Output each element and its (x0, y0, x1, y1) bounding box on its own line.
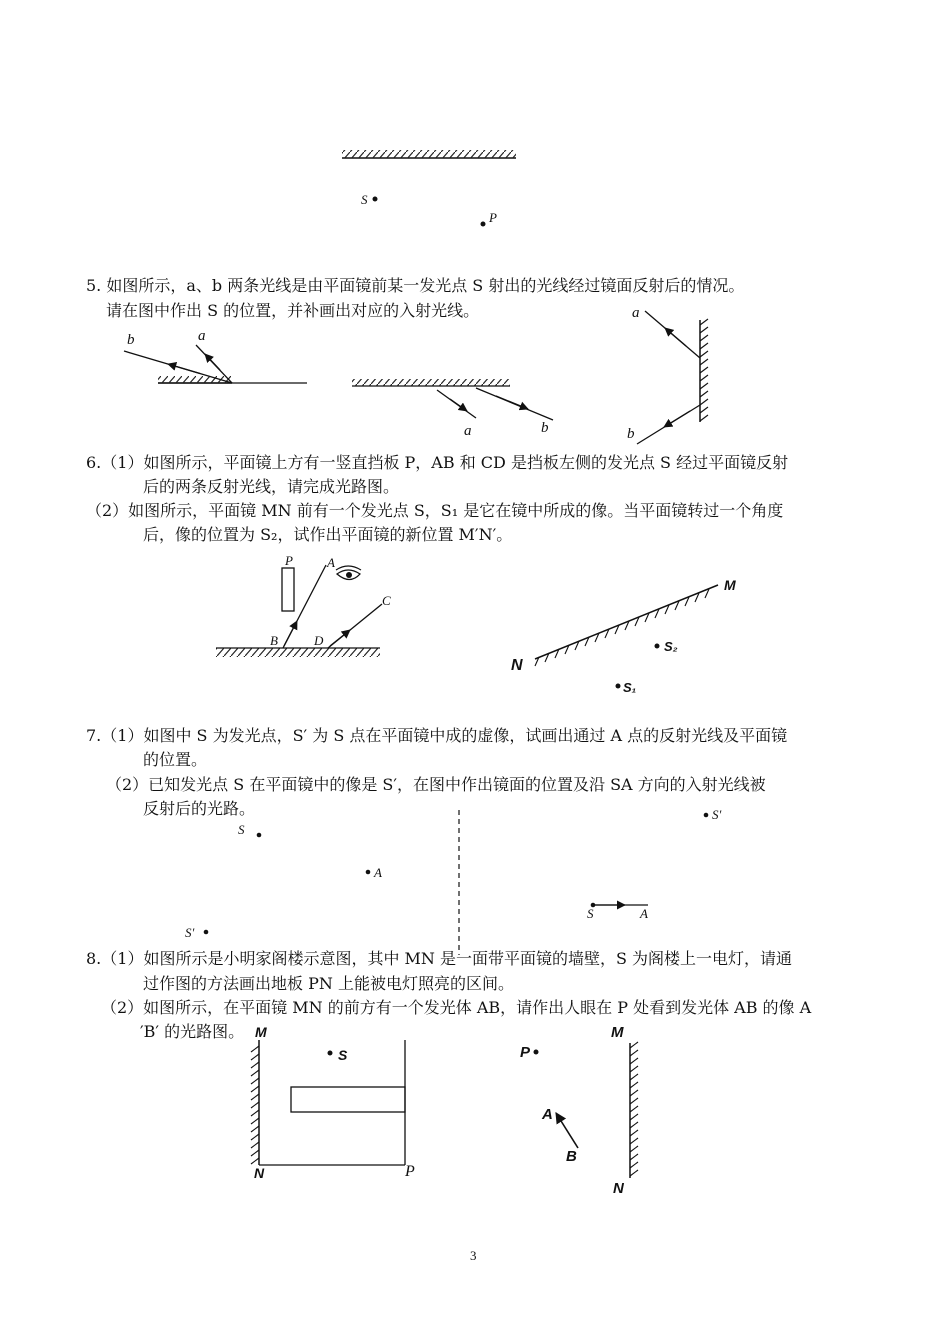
q5-fig3-label-b: b (627, 426, 635, 442)
q7-fig2-label-sprime: S′ (712, 807, 722, 822)
q8-fig1-label-m: M (255, 1024, 267, 1040)
q6-text-line3: （2）如图所示，平面镜 MN 前有一个发光点 S，S₁ 是它在镜中所成的像。当平面镜转过一个角度 (86, 501, 784, 520)
q5-text-line1: 5. 如图所示，a、b 两条光线是由平面镜前某一发光点 S 射出的光线经过镜面反射后的情况。 (86, 276, 745, 295)
q6-fig1-label-a: A (327, 555, 335, 570)
q4-mirror (342, 150, 516, 158)
q6-fig1-label-p: P (285, 553, 293, 568)
q6-fig1-mirror (216, 648, 380, 657)
q5-fig2-mirror (352, 379, 510, 386)
q8-fig1-label-s: S (338, 1047, 348, 1063)
q6-fig1-ray-cd-arrow (330, 630, 350, 646)
q6-fig1-barrier-p (282, 568, 294, 611)
q8-fig2-mirror (630, 1042, 638, 1178)
q7-fig1-point-s (257, 833, 262, 838)
q5-fig2-ray-b-arrow (496, 396, 528, 409)
q5-fig2-ray-a-arrow (450, 399, 467, 411)
q8-fig1-wall-mirror (251, 1040, 259, 1165)
q8-fig2-label-n: N (613, 1180, 624, 1197)
q8-fig2-eye-p (534, 1050, 539, 1055)
q7-fig1-point-sprime (204, 930, 209, 935)
q4-label-p: P (489, 210, 497, 225)
q6-fig2-label-s2: S₂ (664, 639, 678, 654)
q6-text-line4: 后，像的位置为 S₂，试作出平面镜的新位置 M′N′。 (143, 525, 513, 544)
q8-text-line4: ′B′ 的光路图。 (140, 1022, 245, 1041)
q5-fig3-label-a: a (632, 305, 640, 321)
q8-fig1-lamp-s (328, 1051, 333, 1056)
q6-fig2-mirror (535, 585, 718, 666)
q8-fig2-label-p: P (520, 1044, 531, 1061)
q6-fig2-label-n: N (511, 657, 523, 674)
q8-text-line1: 8.（1）如图所示是小明家阁楼示意图，其中 MN 是一面带平面镜的墙壁，S 为阁楼上一电灯，请通 (86, 949, 793, 968)
q6-fig1-label-d: D (314, 633, 324, 648)
q7-text-line2: 的位置。 (143, 750, 208, 769)
q4-label-s: S (361, 192, 368, 207)
q8-text-line3: （2）如图所示，在平面镜 MN 的前方有一个发光体 AB，请作出人眼在 P 处看到发光体 AB 的像 A (101, 998, 812, 1017)
q7-text-line4: 反射后的光路。 (143, 799, 256, 818)
q6-fig2-label-s1: S₁ (623, 680, 637, 695)
q8-text-line2: 过作图的方法画出地板 PN 上能被电灯照亮的区间。 (143, 974, 514, 993)
q6-text-line2: 后的两条反射光线，请完成光路图。 (143, 477, 400, 496)
q6-text-line1: 6.（1）如图所示，平面镜上方有一竖直挡板 P，AB 和 CD 是挡板左侧的发光点 S 经过平面镜反射 (86, 453, 789, 472)
q8-fig2-label-b: B (566, 1148, 577, 1165)
eye-icon (336, 566, 361, 580)
q5-fig1-mirror (158, 376, 307, 383)
q6-fig2-point-s1 (616, 684, 621, 689)
q7-fig2-point-sprime (704, 813, 709, 818)
q5-fig2-label-b: b (541, 420, 549, 436)
q8-fig1-shelf (291, 1087, 405, 1112)
q4-point-p (481, 222, 486, 227)
q7-fig1-label-sprime: S′ (185, 925, 195, 940)
q7-fig1-label-a: A (374, 865, 382, 880)
q6-fig1-label-c: C (382, 593, 391, 608)
q7-fig1-label-s: S (238, 822, 245, 837)
q7-fig2-label-s: S (587, 906, 594, 921)
q7-text-line3: （2）已知发光点 S 在平面镜中的像是 S′，在图中作出镜面的位置及沿 SA 方向的入射光线被 (106, 775, 766, 794)
q7-text-line1: 7.（1）如图中 S 为发光点，S′ 为 S 点在平面镜中成的虚像，试画出通过 A 点的反射光线及平面镜 (86, 726, 788, 745)
q4-point-s (373, 197, 378, 202)
q8-fig2-object-ab (556, 1113, 578, 1148)
q6-fig2-point-s2 (655, 644, 660, 649)
q8-fig2-label-m: M (611, 1024, 624, 1041)
page-number: 3 (470, 1248, 477, 1263)
q6-fig2-label-m: M (724, 577, 736, 593)
q6-fig1-label-b: B (270, 633, 278, 648)
q5-fig1-label-a: a (198, 328, 206, 344)
q5-fig1-ray-a-arrow (205, 354, 220, 370)
q8-fig2-label-a: A (542, 1106, 553, 1123)
q5-fig2-label-a: a (464, 423, 472, 439)
q5-fig1-label-b: b (127, 332, 135, 348)
q7-fig1-point-a (366, 870, 371, 875)
q5-fig3-mirror (700, 319, 708, 422)
q7-fig2-label-a: A (640, 906, 648, 921)
q5-text-line2: 请在图中作出 S 的位置，并补画出对应的入射光线。 (106, 301, 480, 320)
q5-fig1-ray-b-arrow (168, 364, 200, 374)
q6-fig1-ray-ab-arrow (284, 621, 297, 646)
q5-fig3-ray-b-arrow (664, 411, 690, 427)
q8-fig1-label-n: N (254, 1165, 265, 1181)
q5-fig3-ray-a-arrow (665, 328, 686, 346)
q8-fig1-label-p: P (405, 1163, 415, 1180)
